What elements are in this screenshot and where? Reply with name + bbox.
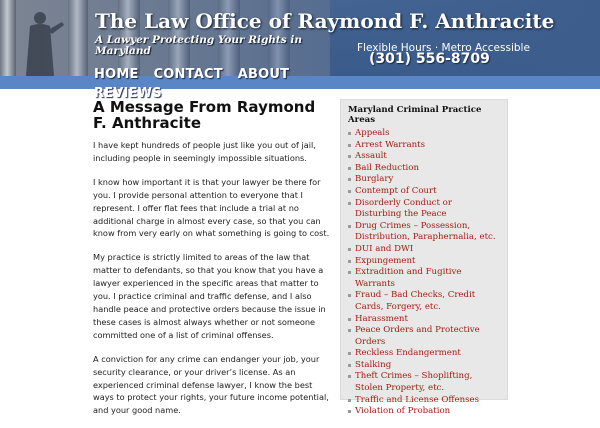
main-nav	[94, 63, 314, 101]
practice-area-link[interactable]: Arrest Warrants	[355, 139, 426, 150]
site-header	[0, 0, 600, 101]
bullet-icon	[348, 329, 351, 332]
list-item	[348, 198, 501, 221]
list-item	[348, 406, 501, 418]
practice-areas-list	[348, 128, 501, 418]
practice-area-link[interactable]: Theft Crimes – Shoplifting, Stolen Property, etc.	[355, 371, 473, 394]
bullet-icon	[348, 364, 351, 367]
list-item	[348, 128, 501, 140]
bullet-icon	[348, 225, 351, 228]
practice-area-link[interactable]: Expungement	[355, 255, 416, 266]
bullet-icon	[348, 155, 351, 158]
nav-item-reviews[interactable]: REVIEWS	[94, 86, 162, 101]
practice-area-link[interactable]: Drug Crimes – Possession, Distribution, Paraphernalia, etc.	[355, 220, 496, 243]
practice-area-link[interactable]: Assault	[355, 151, 387, 162]
practice-area-link[interactable]: Violation of Probation	[355, 406, 451, 417]
bullet-icon	[348, 144, 351, 147]
phone-number[interactable]: (301) 556-8709	[369, 51, 490, 67]
bullet-icon	[348, 318, 351, 321]
practice-area-link[interactable]: Stalking	[355, 359, 392, 370]
body-paragraph: A conviction for any crime can endanger your job, your security clearance, or your driver’s license. As an experienced criminal defense lawyer, I know the best ways to protect your rights, your future income potential, and your good name.	[93, 353, 329, 416]
bullet-icon	[348, 132, 351, 135]
list-item	[348, 290, 501, 313]
list-item	[348, 325, 501, 348]
bullet-icon	[348, 248, 351, 251]
practice-area-link[interactable]: Burglary	[355, 174, 394, 185]
bullet-icon	[348, 271, 351, 274]
practice-area-link[interactable]: Traffic and License Offenses	[355, 394, 480, 405]
nav-item-contact[interactable]: CONTACT	[153, 67, 223, 82]
practice-area-link[interactable]: Disorderly Conduct or Disturbing the Peace	[355, 197, 452, 220]
site-tagline: A Lawyer Protecting Your Rights in Maryland	[95, 34, 302, 57]
practice-area-link[interactable]: Fraud – Bad Checks, Credit Cards, Forgery, etc.	[355, 290, 476, 312]
body-paragraph: I have kept hundreds of people just like you out of jail, including people in seemingly impossible situations.	[93, 140, 316, 163]
list-item	[348, 256, 501, 268]
sidebar-title: Maryland Criminal Practice Areas	[348, 105, 482, 125]
bullet-icon	[348, 375, 351, 378]
list-item	[348, 151, 501, 163]
site-title[interactable]: The Law Office of Raymond F. Anthracite	[95, 9, 555, 33]
bullet-icon	[348, 294, 351, 297]
office-hours-text: Flexible Hours · Metro Accessible	[357, 42, 530, 54]
page-title: A Message From Raymond F. Anthracite	[93, 98, 316, 132]
bullet-icon	[348, 178, 351, 181]
list-item	[348, 186, 501, 198]
bullet-icon	[348, 190, 351, 193]
bullet-icon	[348, 202, 351, 205]
practice-area-link[interactable]: DUI and DWI	[355, 243, 414, 254]
list-item	[348, 221, 501, 244]
body-paragraph: I know how important it is that your lawyer be there for you. I provide personal attention to everyone that I represent. I offer flat fees that include a trial at no additional charge in almost every case, so that you can know from very early on what something is going to cost.	[93, 176, 330, 239]
practice-area-link[interactable]: Contempt of Court	[355, 185, 437, 196]
practice-area-link[interactable]: Bail Reduction	[355, 162, 419, 173]
list-item	[348, 371, 501, 394]
body-paragraph: My practice is strictly limited to areas of the law that matter to defendants, so that you know that you have a lawyer experienced in the specific areas that matter to you. I practice criminal and traffic defense, and I also handle peace and protective orders because the issue in these cases is almost always whether or not someone committed one of a list of criminal offenses.	[93, 252, 326, 340]
nav-item-home[interactable]: HOME	[94, 67, 139, 82]
list-item	[348, 174, 501, 186]
list-item	[348, 360, 501, 372]
practice-area-link[interactable]: Reckless Endangerment	[355, 348, 461, 359]
main-content	[93, 99, 333, 428]
nav-item-about[interactable]: ABOUT	[237, 67, 290, 82]
list-item	[348, 244, 501, 256]
list-item	[348, 140, 501, 152]
practice-area-link[interactable]: Appeals	[355, 128, 390, 138]
bullet-icon	[348, 352, 351, 355]
bullet-icon	[348, 167, 351, 170]
practice-area-link[interactable]: Extradition and Fugitive Warrants	[355, 267, 462, 289]
practice-area-link[interactable]: Peace Orders and Protective Orders	[355, 325, 480, 347]
list-item	[348, 314, 501, 326]
bullet-icon	[348, 399, 351, 402]
list-item	[348, 348, 501, 360]
bullet-icon	[348, 410, 351, 413]
list-item	[348, 267, 501, 290]
bullet-icon	[348, 260, 351, 263]
practice-areas-sidebar	[340, 99, 508, 417]
practice-area-link[interactable]: Harassment	[355, 313, 408, 324]
list-item	[348, 395, 501, 407]
list-item	[348, 163, 501, 175]
